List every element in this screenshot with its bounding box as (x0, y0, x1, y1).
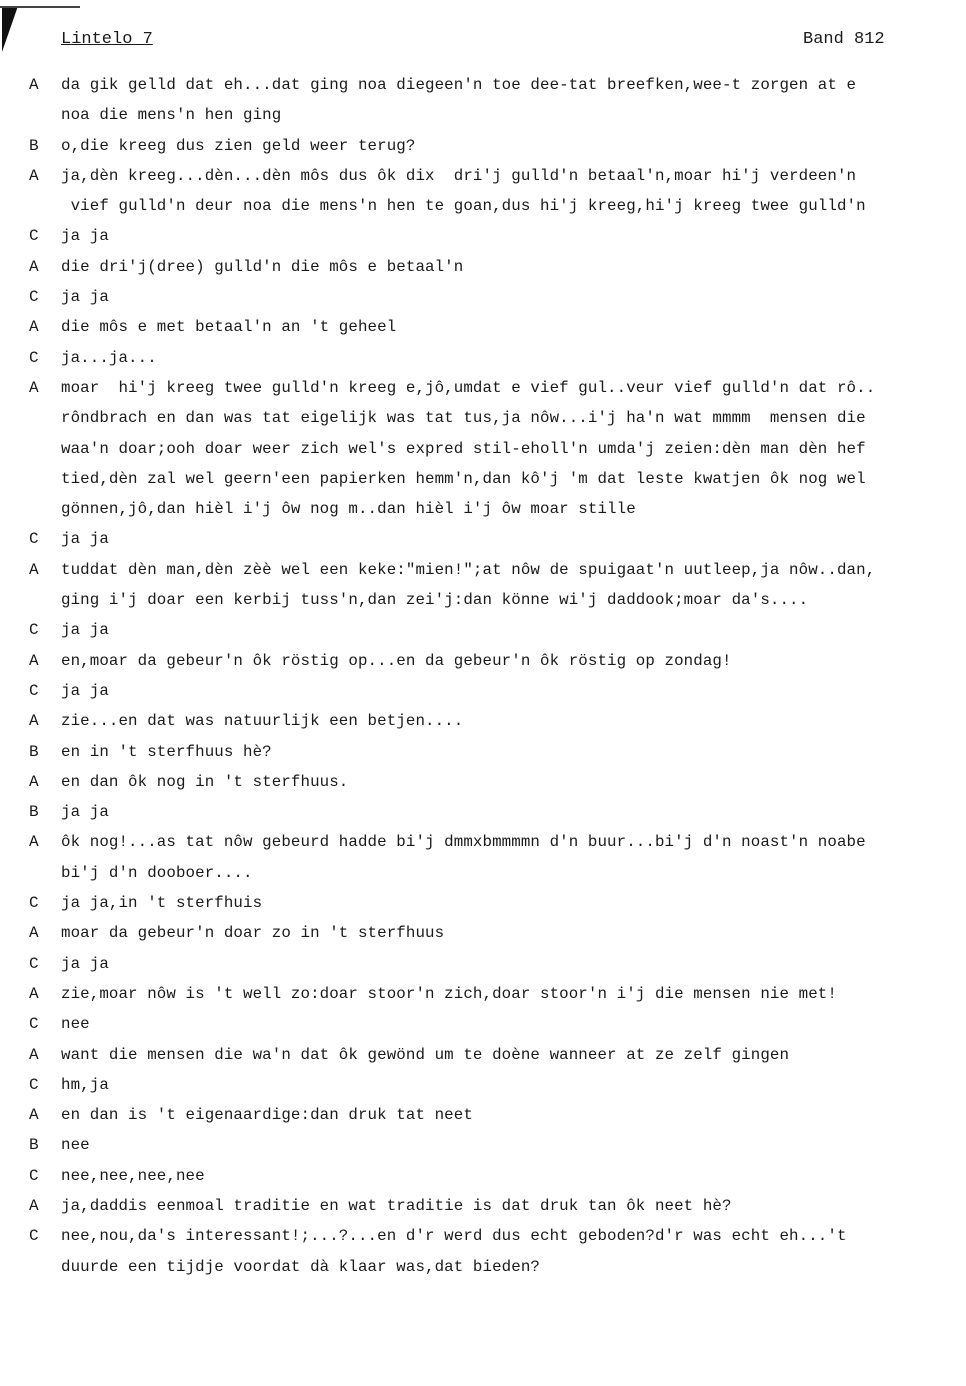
page-title: Lintelo 7 (61, 30, 153, 49)
transcript-turn (0, 615, 966, 645)
utterance-line: noa die mens'n hen ging (61, 106, 282, 125)
speaker-label: A (29, 378, 39, 397)
transcript-turn (0, 949, 966, 979)
transcript-turn (0, 373, 966, 524)
transcript-turn (0, 161, 966, 222)
transcript-turn (0, 1130, 966, 1160)
transcript-turn (0, 555, 966, 616)
speaker-label: C (29, 1075, 39, 1094)
speaker-label: C (29, 288, 39, 307)
transcript-turn (0, 221, 966, 251)
speaker-label: B (29, 136, 39, 155)
transcript-turn (0, 888, 966, 918)
utterance-line: tied,dèn zal wel geern'een papierken hemm'n,dan kô'j 'm dat leste kwatjen ôk nog wel (61, 469, 866, 488)
utterance-line: nee,nou,da's interessant!;...?...en d'r werd dus echt geboden?d'r was echt eh...'t (61, 1227, 847, 1246)
transcript-turn (0, 1100, 966, 1130)
utterance-line: ja ja (61, 803, 109, 822)
speaker-label: B (29, 742, 39, 761)
speaker-label: C (29, 681, 39, 700)
utterance-line: en dan ôk nog in 't sterfhuus. (61, 772, 349, 791)
speaker-label: C (29, 894, 39, 913)
utterance-line: ja ja (61, 530, 109, 549)
speaker-label: A (29, 76, 39, 94)
speaker-label: B (29, 803, 39, 822)
speaker-label: C (29, 530, 39, 549)
transcript-turn (0, 797, 966, 827)
utterance-line: ja ja (61, 288, 109, 307)
speaker-label: C (29, 227, 39, 246)
speaker-label: A (29, 772, 39, 791)
speaker-label: A (29, 166, 39, 185)
speaker-label: C (29, 348, 39, 367)
utterance-line: zie,moar nôw is 't well zo:doar stoor'n zich,doar stoor'n i'j die mensen nie met! (61, 984, 837, 1003)
speaker-label: A (29, 1196, 39, 1215)
speaker-label: A (29, 257, 39, 276)
transcript-turn (0, 343, 966, 373)
transcript-turn (0, 1191, 966, 1221)
transcript-turn (0, 646, 966, 676)
speaker-label: A (29, 984, 39, 1003)
transcript-turn (0, 131, 966, 161)
utterance-line: ja ja (61, 227, 109, 246)
utterance-line: nee,nee,nee,nee (61, 1166, 205, 1185)
transcript-turn (0, 1070, 966, 1100)
utterance-line: moar hi'j kreeg twee gulld'n kreeg e,jô,umdat e vief gul..veur vief gulld'n dat rô.. (61, 378, 876, 397)
transcript-turn (0, 70, 966, 131)
utterance-line: nee (61, 1136, 90, 1155)
utterance-line: ja ja,in 't sterfhuis (61, 894, 263, 913)
utterance-line: want die mensen die wa'n dat ôk gewönd um te doène wanneer at ze zelf gingen (61, 1045, 790, 1064)
transcript-turn (0, 676, 966, 706)
utterance-line: tuddat dèn man,dèn zèè wel een keke:"mien!";at nôw de spuigaat'n uutleep,ja nôw..dan, (61, 560, 876, 579)
utterance-line: ôk nog!...as tat nôw gebeurd hadde bi'j dmmxbmmmmn d'n buur...bi'j d'n noast'n noabe (61, 833, 866, 852)
speaker-label: B (29, 1136, 39, 1155)
utterance-line: ja...ja... (61, 348, 157, 367)
utterance-line: en,moar da gebeur'n ôk röstig op...en da gebeur'n ôk röstig op zondag! (61, 651, 732, 670)
utterance-line: da gik gelld dat eh...dat ging noa diegeen'n toe dee-tat breefken,wee-t zorgen at e (61, 76, 857, 94)
transcript-turn (0, 1040, 966, 1070)
utterance-line: en in 't sterfhuus hè? (61, 742, 272, 761)
utterance-line: ja,daddis eenmoal traditie en wat traditie is dat druk tan ôk neet hè? (61, 1196, 732, 1215)
utterance-line: o,die kreeg dus zien geld weer terug? (61, 136, 416, 155)
transcript-turn (0, 767, 966, 797)
speaker-label: C (29, 1015, 39, 1034)
page-header (0, 30, 966, 56)
utterance-line: zie...en dat was natuurlijk een betjen.... (61, 712, 464, 731)
transcript-turn (0, 827, 966, 888)
transcript-turn (0, 979, 966, 1009)
utterance-line: ja ja (61, 954, 109, 973)
transcript-turn (0, 282, 966, 312)
speaker-label: A (29, 1106, 39, 1125)
utterance-line: bi'j d'n dooboer.... (61, 863, 253, 882)
speaker-label: C (29, 954, 39, 973)
transcript (0, 70, 966, 1282)
utterance-line: rôndbrach en dan was tat eigelijk was tat tus,ja nôw...i'j ha'n wat mmmm mensen die (61, 409, 866, 428)
transcript-turn (0, 918, 966, 948)
speaker-label: C (29, 1227, 39, 1246)
transcript-turn (0, 1221, 966, 1282)
utterance-line: duurde een tijdje voordat dà klaar was,dat bieden? (61, 1257, 540, 1276)
utterance-line: nee (61, 1015, 90, 1034)
utterance-line: vief gulld'n deur noa die mens'n hen te goan,dus hi'j kreeg,hi'j kreeg twee gulld'n (61, 197, 866, 216)
utterance-line: ja ja (61, 681, 109, 700)
speaker-label: A (29, 318, 39, 337)
speaker-label: A (29, 924, 39, 943)
transcript-turn (0, 312, 966, 342)
transcript-turn (0, 252, 966, 282)
utterance-line: gönnen,jô,dan hièl i'j ôw nog m..dan hièl i'j ôw moar stille (61, 500, 636, 519)
utterance-line: die dri'j(dree) gulld'n die môs e betaal'n (61, 257, 464, 276)
utterance-line: ja,dèn kreeg...dèn...dèn môs dus ôk dix dri'j gulld'n betaal'n,moar hi'j verdeen'n (61, 166, 857, 185)
transcript-turn (0, 1161, 966, 1191)
utterance-line: ging i'j doar een kerbij tuss'n,dan zei'j:dan könne wi'j daddook;moar da's.... (61, 591, 809, 610)
speaker-label: C (29, 621, 39, 640)
utterance-line: en dan is 't eigenaardige:dan druk tat neet (61, 1106, 473, 1125)
tape-number: Band 812 (803, 30, 885, 49)
utterance-line: waa'n doar;ooh doar weer zich wel's expred stil-eholl'n umda'j zeien:dèn man dèn hef (61, 439, 866, 458)
speaker-label: A (29, 1045, 39, 1064)
utterance-line: die môs e met betaal'n an 't geheel (61, 318, 397, 337)
speaker-label: A (29, 712, 39, 731)
transcript-turn (0, 524, 966, 554)
utterance-line: hm,ja (61, 1075, 109, 1094)
top-rule (0, 6, 80, 8)
utterance-line: moar da gebeur'n doar zo in 't sterfhuus (61, 924, 445, 943)
utterance-line: ja ja (61, 621, 109, 640)
transcript-turn (0, 1009, 966, 1039)
transcript-turn (0, 737, 966, 767)
transcript-turn (0, 706, 966, 736)
speaker-label: A (29, 651, 39, 670)
speaker-label: A (29, 833, 39, 852)
speaker-label: A (29, 560, 39, 579)
speaker-label: C (29, 1166, 39, 1185)
